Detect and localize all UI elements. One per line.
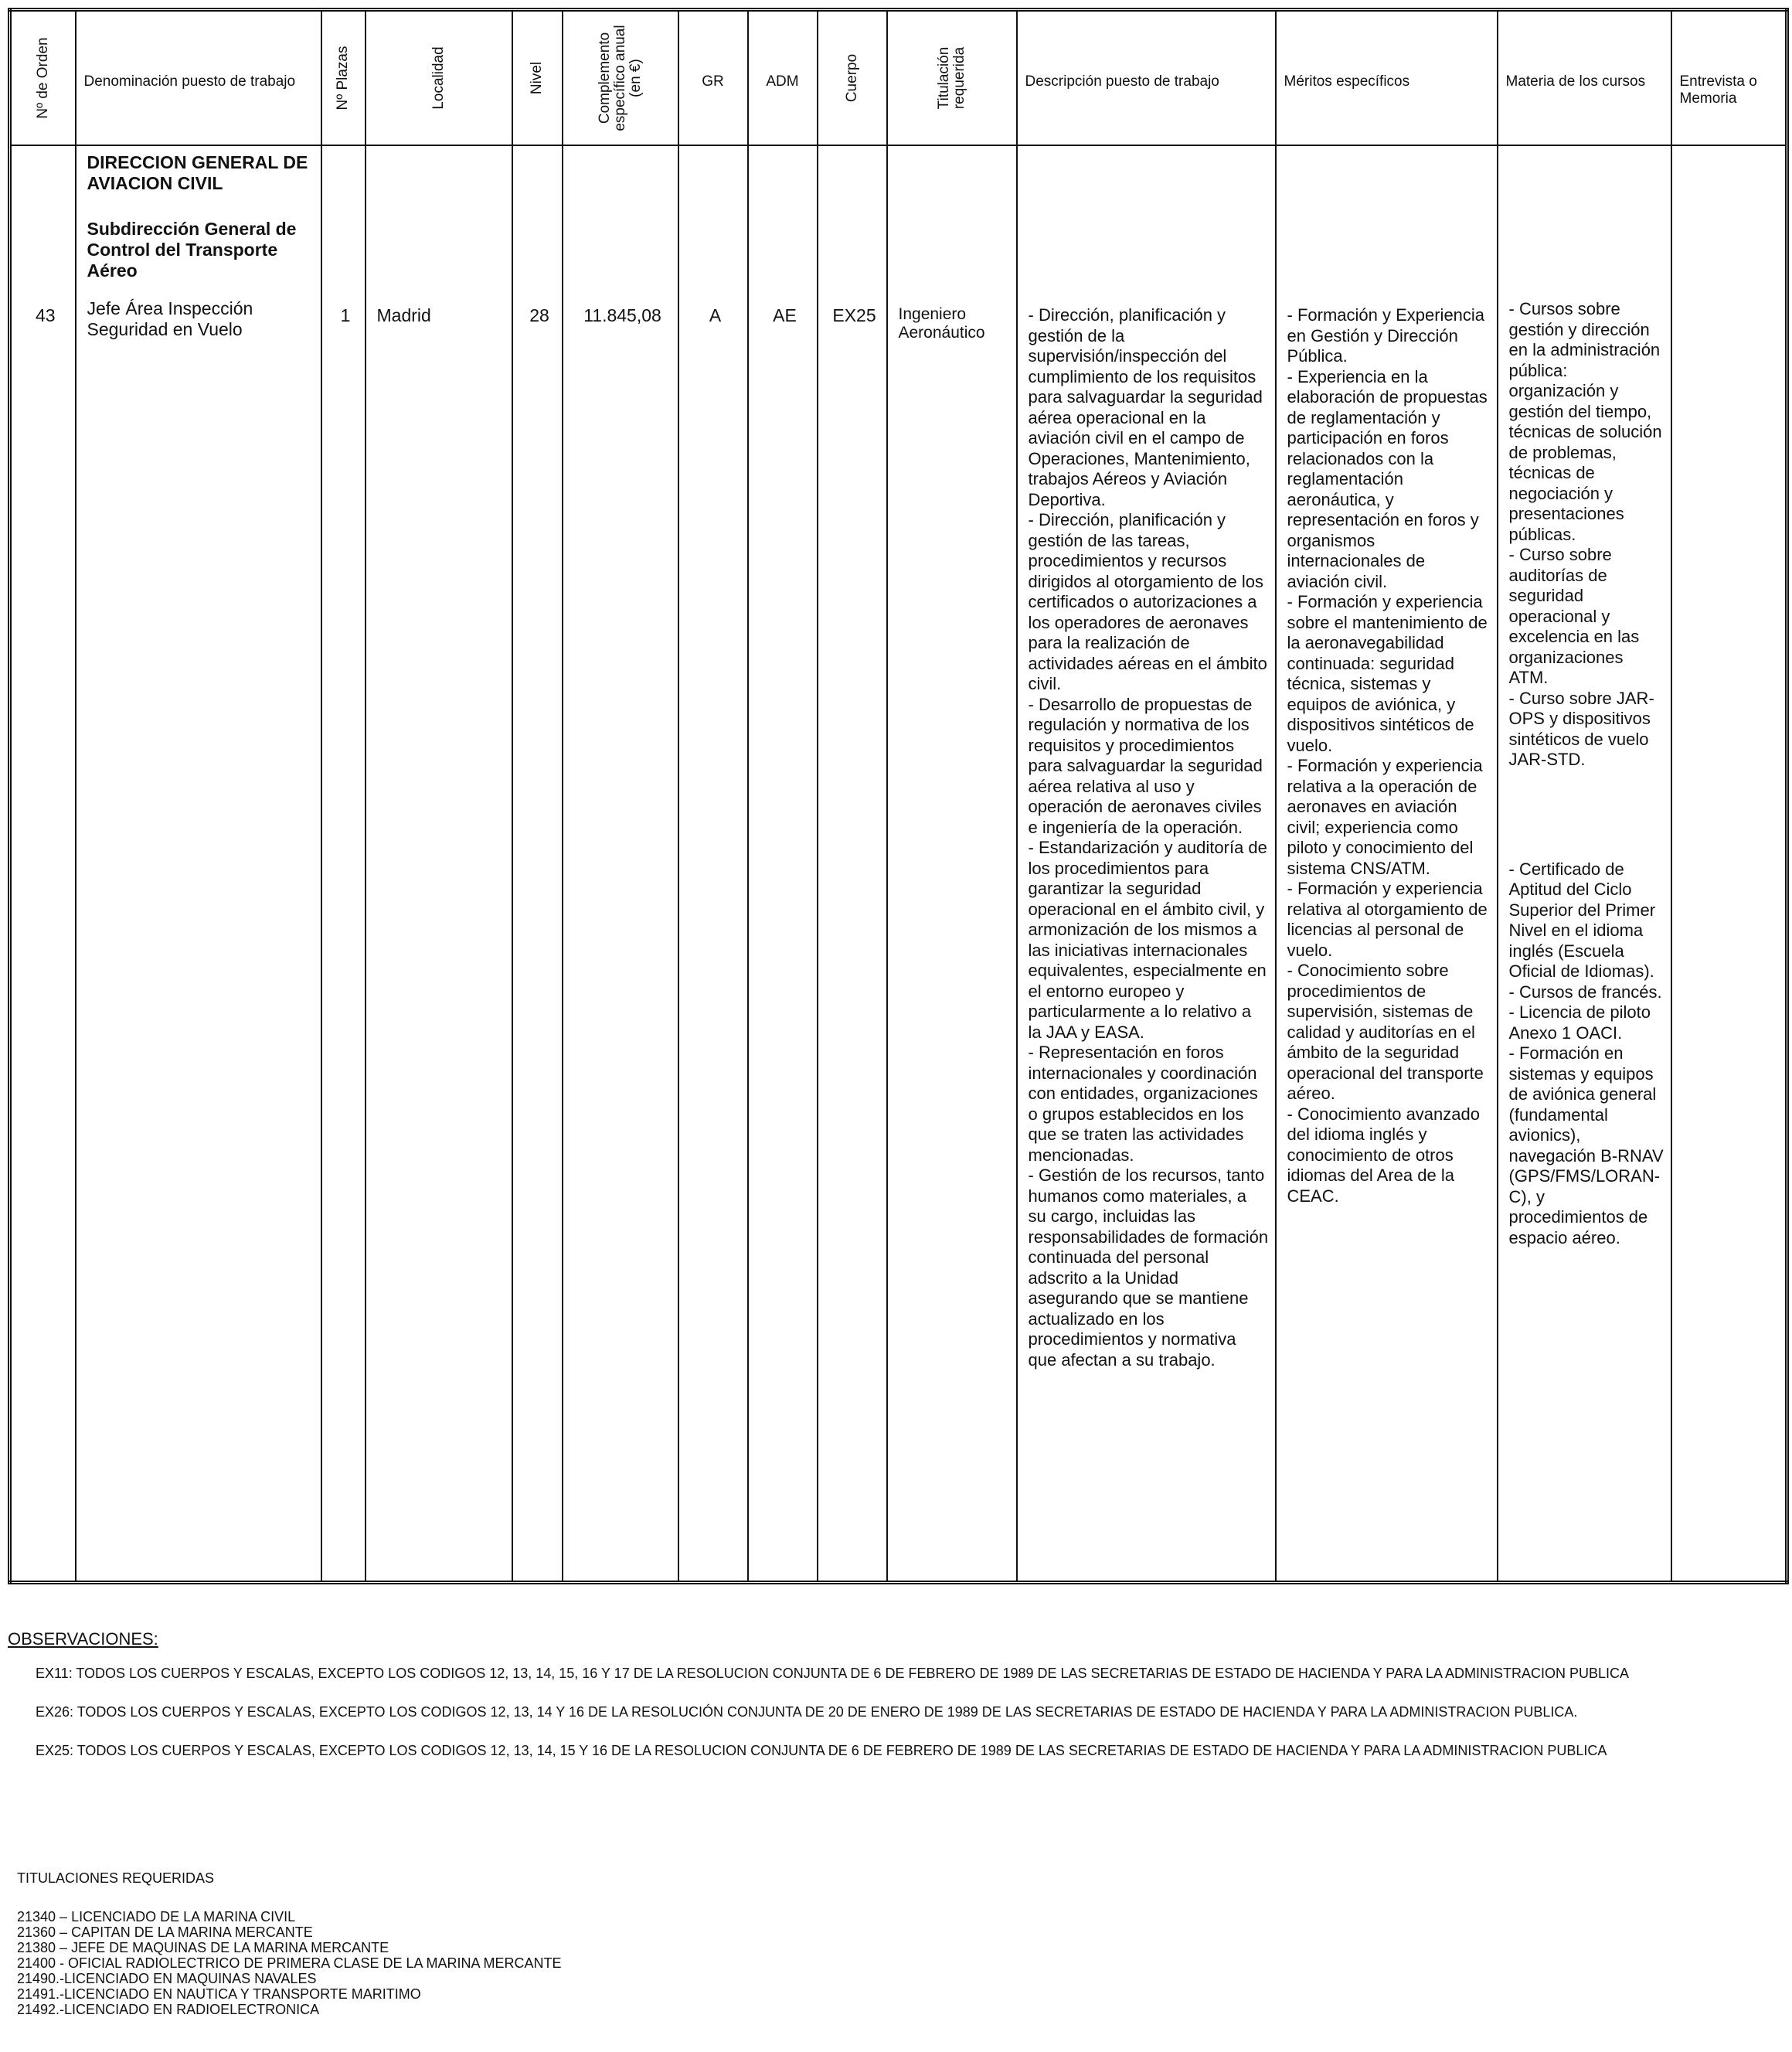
observacion-ex26: EX26: TODOS LOS CUERPOS Y ESCALAS, EXCEPTO LOS CODIGOS 12, 13, 14 Y 16 DE LA RESOLUCIÓN CONJUNTA DE 20 DE ENERO DE 1989 DE LAS SECRETARIAS DE ESTADO DE HACIENDA Y PARA LA ADMINISTRACION PUBLICA. — [36, 1704, 1578, 1720]
section-subdireccion: Subdirección General de Control del Transporte Aéreo — [87, 219, 297, 281]
section-direccion: DIRECCION GENERAL DE AVIACION CIVIL — [87, 152, 308, 193]
header-complemento: Complemento específico anual (en €) — [563, 10, 678, 146]
titulacion-item: 21340 – LICENCIADO DE LA MARINA CIVIL — [17, 1909, 296, 1924]
observacion-ex25: EX25: TODOS LOS CUERPOS Y ESCALAS, EXCEPTO LOS CODIGOS 12, 13, 14, 15 Y 16 DE LA RESOLUCION CONJUNTA DE 6 DE FEBRERO DE 1989 DE LAS SECRETARIAS DE ESTADO DE HACIENDA Y PARA LA ADMINISTRACION PUBLICA — [36, 1743, 1607, 1758]
header-denominacion: Denominación puesto de trabajo — [76, 10, 321, 146]
titulacion-item: 21400 - OFICIAL RADIOLECTRICO DE PRIMERA CLASE DE LA MARINA MERCANTE — [17, 1955, 562, 1971]
cell-descripcion: - Dirección, planificación y gestión de la supervisión/inspección del cumplimiento de los requisitos para salvaguardar la seguridad aérea operacional en la aviación civil en el campo de Operaciones, Mantenimiento, trabajos Aéreos y Aviación Deportiva. - Dirección, planificación y gestión de las tareas, procedimientos y recursos dirigidos al otorgamiento de los certificados o autorizaciones a los operadores de aeronaves para la realización de actividades aéreas en el ámbito civil. - Desarrollo de propuestas de regulación y normativa de los requisitos y procedimientos para salvaguardar la seguridad aérea relativa al uso y operación de aeronaves civiles e ingeniería de la operación. - Estandarización y auditoría de los procedimientos para garantizar la seguridad operacional en el ámbito civil, y armonización de los mismos a las iniciativas internacionales equivalentes, especialmente en el entorno europeo y particularmente a lo relativo a la JAA y EASA. - Representación en foros internacionales y coordinación con entidades, organizaciones o grupos establecidos en los que se traten las actividades mencionadas. - Gestión de los recursos, tanto humanos como materiales, a su cargo, incluidas las responsabilidades de formación continuada del personal adscrito a la Unidad asegurando que se mantiene actualizado en los procedimientos y normativa que afectan a su trabajo. — [1017, 145, 1276, 1583]
cell-denominacion — [76, 145, 321, 1583]
positions-table — [8, 8, 1789, 1584]
header-plazas: Nº Plazas — [321, 10, 366, 146]
header-descripcion: Descripción puesto de trabajo — [1017, 10, 1276, 146]
header-orden: Nº de Orden — [10, 10, 76, 146]
titulaciones-heading: TITULACIONES REQUERIDAS — [17, 1870, 215, 1886]
cell-adm: AE — [748, 145, 818, 1583]
cell-meritos: - Formación y Experiencia en Gestión y Dirección Pública. - Experiencia en la elaboración de propuestas de reglamentación y participación en foros relacionados con la reglamentación aeronáutica, y representación en foros y organismos internacionales de aviación civil. - Formación y experiencia sobre el mantenimiento de la aeronavegabilidad continuada: seguridad técnica, sistemas y equipos de aviónica, y dispositivos sintéticos de vuelo. - Formación y experiencia relativa a la operación de aeronaves en aviación civil; experiencia como piloto y conocimiento del sistema CNS/ATM. - Formación y experiencia relativa al otorgamiento de licencias al personal de vuelo. - Conocimiento sobre procedimientos de supervisión, sistemas de calidad y auditorías en el ámbito de la seguridad operacional del transporte aéreo. - Conocimiento avanzado del idioma inglés y conocimiento de otros idiomas del Area de la CEAC. — [1276, 145, 1498, 1583]
header-gr: GR — [678, 10, 748, 146]
header-row — [10, 10, 1787, 146]
header-entrevista: Entrevista o Memoria — [1671, 10, 1787, 146]
titulacion-item: 21492.-LICENCIADO EN RADIOELECTRONICA — [17, 2002, 320, 2017]
observaciones-heading: OBSERVACIONES: — [8, 1629, 158, 1649]
materia-meritos: - Certificado de Aptitud del Ciclo Superior del Primer Nivel en el idioma inglés (Escuela Oficial de Idiomas). - Cursos de francés. - Licencia de piloto Anexo 1 OACI. - Formación en sistemas y equipos de aviónica general (fundamental avionics), navegación B-RNAV (GPS/FMS/LORAN-C), y procedimientos de espacio aéreo. — [1508, 859, 1664, 1247]
titulacion-item: 21491.-LICENCIADO EN NAUTICA Y TRANSPORTE MARITIMO — [17, 1986, 421, 2002]
titulacion-item: 21360 – CAPITAN DE LA MARINA MERCANTE — [17, 1924, 313, 1940]
job-title: Jefe Área Inspección Seguridad en Vuelo — [87, 298, 253, 339]
cell-complemento: 11.845,08 — [563, 145, 678, 1583]
cell-localidad: Madrid — [366, 145, 512, 1583]
cell-plazas: 1 — [321, 145, 366, 1583]
cell-entrevista — [1671, 145, 1787, 1583]
header-cuerpo: Cuerpo — [818, 10, 887, 146]
header-nivel: Nivel — [512, 10, 563, 146]
cell-materia — [1498, 145, 1671, 1583]
cell-titulacion: Ingeniero Aeronáutico — [887, 145, 1017, 1583]
titulacion-item: 21380 – JEFE DE MAQUINAS DE LA MARINA MERCANTE — [17, 1940, 389, 1955]
header-meritos: Méritos específicos — [1276, 10, 1498, 146]
materia-cursos: - Cursos sobre gestión y dirección en la administración pública: organización y gestión del tiempo, técnicas de solución de problemas, técnicas de negociación y presentaciones públicas. - Curso sobre auditorías de seguridad operacional y excelencia en las organizaciones ATM. - Curso sobre JAR-OPS y dispositivos sintéticos de vuelo JAR-STD. — [1508, 299, 1662, 769]
cell-nivel: 28 — [512, 145, 563, 1583]
observaciones — [8, 1631, 1785, 1781]
header-localidad: Localidad — [366, 10, 512, 146]
titulacion-item: 21490.-LICENCIADO EN MAQUINAS NAVALES — [17, 1971, 317, 1986]
cell-gr: A — [678, 145, 748, 1583]
header-materia: Materia de los cursos — [1498, 10, 1671, 146]
header-adm: ADM — [748, 10, 818, 146]
header-titulacion: Titulación requerida — [887, 10, 1017, 146]
observacion-ex11: EX11: TODOS LOS CUERPOS Y ESCALAS, EXCEPTO LOS CODIGOS 12, 13, 14, 15, 16 Y 17 DE LA RESOLUCION CONJUNTA DE 6 DE FEBRERO DE 1989 DE LAS SECRETARIAS DE ESTADO DE HACIENDA Y PARA LA ADMINISTRACION PUBLICA — [36, 1666, 1630, 1681]
cell-cuerpo: EX25 — [818, 145, 887, 1583]
cell-orden: 43 — [10, 145, 76, 1583]
table-row — [10, 145, 1787, 1583]
titulaciones — [8, 1870, 562, 2017]
